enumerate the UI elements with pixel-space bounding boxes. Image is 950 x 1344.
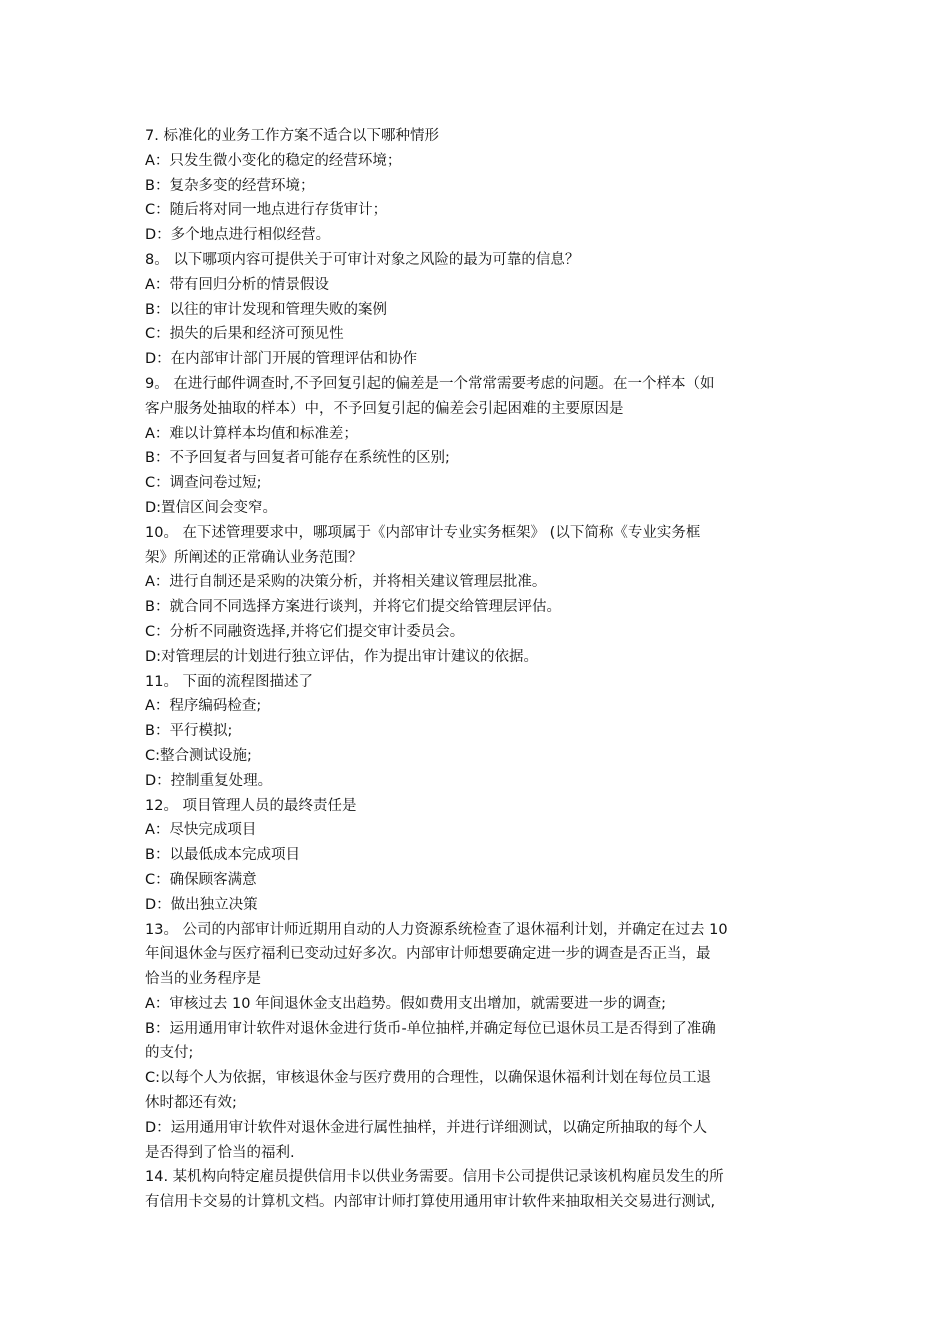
question-text: 年间退休金与医疗福利已变动过好多次。内部审计师想要确定进一步的调查是否正当，最 bbox=[145, 946, 711, 963]
question-text: 恰当的业务程序是 bbox=[145, 971, 261, 988]
question-block bbox=[145, 521, 810, 670]
answer-option: B：运用通用审计软件对退休金进行货币-单位抽样,并确定每位已退休员工是否得到了准确 bbox=[145, 1020, 716, 1037]
answer-option: A：尽快完成项目 bbox=[145, 822, 257, 839]
answer-option: D：多个地点进行相似经营。 bbox=[145, 227, 331, 244]
answer-option: D:对管理层的计划进行独立评估，作为提出审计建议的依据。 bbox=[145, 648, 539, 665]
answer-option: C：确保顾客满意 bbox=[145, 871, 257, 888]
question-block bbox=[145, 918, 810, 1166]
question-text: 是否得到了恰当的福利. bbox=[145, 1144, 295, 1161]
question-block bbox=[145, 248, 810, 372]
question-text: 11。 下面的流程图描述了 bbox=[145, 673, 314, 690]
question-block bbox=[145, 1165, 810, 1215]
answer-option: B：就合同不同选择方案进行谈判，并将它们提交给管理层评估。 bbox=[145, 599, 561, 616]
answer-option: A：进行自制还是采购的决策分析，并将相关建议管理层批准。 bbox=[145, 574, 547, 591]
question-text: 的支付; bbox=[145, 1045, 194, 1062]
answer-option: D：做出独立决策 bbox=[145, 896, 258, 913]
question-text: 13。 公司的内部审计师近期用自动的人力资源系统检查了退休福利计划，并确定在过去 10 bbox=[145, 921, 728, 938]
answer-option: C:以每个人为依据，审核退休金与医疗费用的合理性，以确保退休福利计划在每位员工退 bbox=[145, 1070, 712, 1087]
answer-option: A：只发生微小变化的稳定的经营环境； bbox=[145, 152, 402, 169]
question-block bbox=[145, 372, 810, 521]
answer-option: A：审核过去 10 年间退休金支出趋势。假如费用支出增加，就需要进一步的调查; bbox=[145, 995, 666, 1012]
question-text: 架》所阐述的正常确认业务范围？ bbox=[145, 549, 363, 566]
question-text: 有信用卡交易的计算机文档。内部审计师打算使用通用审计软件来抽取相关交易进行测试, bbox=[145, 1194, 716, 1211]
question-text: 7. 标准化的业务工作方案不适合以下哪种情形 bbox=[145, 128, 439, 144]
answer-option: C：分析不同融资选择,并将它们提交审计委员会。 bbox=[145, 623, 465, 640]
answer-option: A：带有回归分析的情景假设 bbox=[145, 276, 329, 293]
answer-option: A：程序编码检查; bbox=[145, 698, 262, 715]
question-block bbox=[145, 124, 810, 248]
question-text: 客户服务处抽取的样本）中，不予回复引起的偏差会引起困难的主要原因是 bbox=[145, 400, 624, 417]
answer-option: B：以往的审计发现和管理失败的案例 bbox=[145, 301, 387, 318]
answer-option: D:置信区间会变窄。 bbox=[145, 499, 278, 516]
question-text: 休时都还有效; bbox=[145, 1095, 237, 1112]
answer-option: D：在内部审计部门开展的管理评估和协作 bbox=[145, 351, 418, 368]
question-text: 14. 某机构向特定雇员提供信用卡以供业务需要。信用卡公司提供记录该机构雇员发生的所 bbox=[145, 1169, 724, 1186]
question-text: 9。 在进行邮件调查时,不予回复引起的偏差是一个常常需要考虑的问题。在一个样本（如 bbox=[145, 375, 715, 392]
answer-option: D：运用通用审计软件对退休金进行属性抽样，并进行详细测试，以确定所抽取的每个人 bbox=[145, 1119, 708, 1136]
answer-option: C：损失的后果和经济可预见性 bbox=[145, 326, 344, 343]
question-text: 8。 以下哪项内容可提供关于可审计对象之风险的最为可靠的信息？ bbox=[145, 251, 580, 268]
answer-option: D：控制重复处理。 bbox=[145, 772, 273, 789]
question-block bbox=[145, 794, 810, 918]
answer-option: C：随后将对同一地点进行存货审计； bbox=[145, 202, 388, 219]
answer-option: B：不予回复者与回复者可能存在系统性的区别; bbox=[145, 450, 450, 467]
answer-option: B：以最低成本完成项目 bbox=[145, 847, 300, 864]
answer-option: C:整合测试设施; bbox=[145, 747, 252, 764]
answer-option: B：平行模拟; bbox=[145, 723, 233, 740]
question-block bbox=[145, 670, 810, 794]
answer-option: A：难以计算样本均值和标准差； bbox=[145, 425, 358, 442]
answer-option: C：调查问卷过短; bbox=[145, 475, 262, 492]
question-text: 10。 在下述管理要求中，哪项属于《内部审计专业实务框架》 (以下简称《专业实务框 bbox=[145, 524, 701, 541]
document-body bbox=[145, 124, 810, 1215]
answer-option: B：复杂多变的经营环境； bbox=[145, 177, 315, 194]
question-text: 12。 项目管理人员的最终责任是 bbox=[145, 797, 357, 814]
